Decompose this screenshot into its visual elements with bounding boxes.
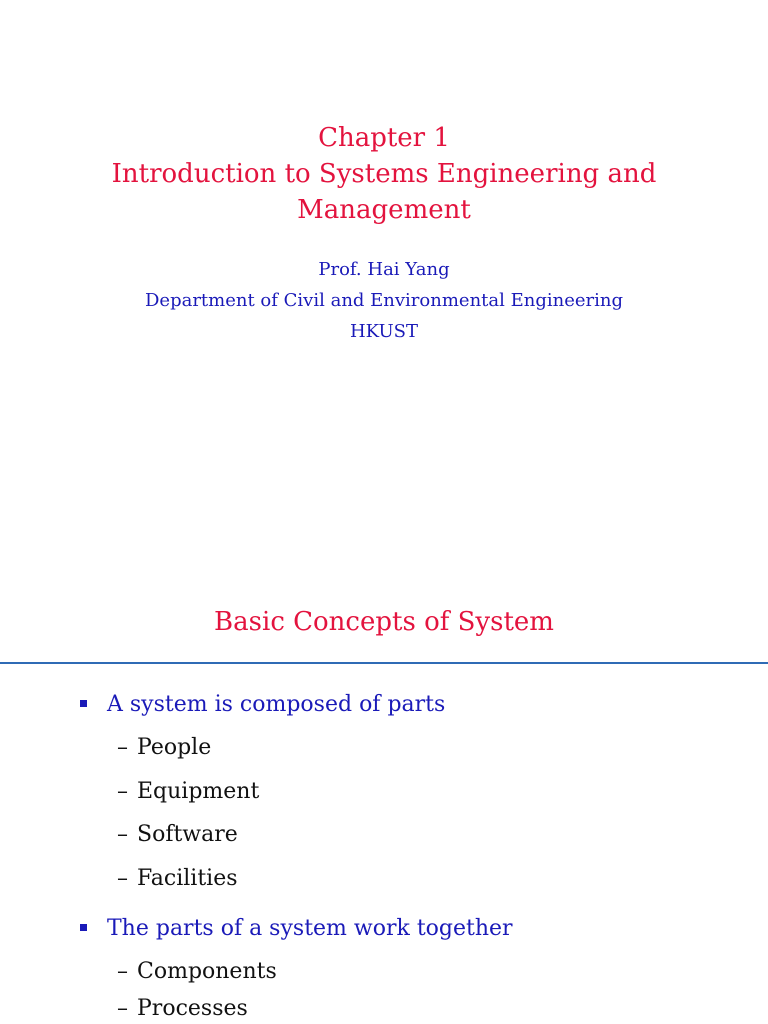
chapter-label: Chapter 1 xyxy=(318,123,450,153)
sub-item-text: People xyxy=(137,735,212,760)
title-line-1: Introduction to Systems Engineering and xyxy=(111,159,657,189)
concepts-slide xyxy=(0,576,768,1024)
institution-name: HKUST xyxy=(349,321,418,342)
sub-item xyxy=(117,733,211,763)
bullet-text: A system is composed of parts xyxy=(107,692,446,717)
sub-item xyxy=(117,777,259,807)
sub-item-text: Processes xyxy=(137,996,248,1021)
dash-marker: – xyxy=(117,735,128,760)
dash-marker: – xyxy=(117,822,128,847)
sub-item xyxy=(117,820,238,850)
sub-item xyxy=(117,864,238,894)
dash-marker: – xyxy=(117,779,128,804)
dash-marker: – xyxy=(117,959,128,984)
bullet-item xyxy=(80,690,445,720)
heading-divider xyxy=(0,662,768,664)
bullet-item xyxy=(80,914,513,944)
author-info xyxy=(0,254,768,347)
sub-item-text: Facilities xyxy=(137,866,238,891)
sub-item xyxy=(117,957,277,987)
department-name: Department of Civil and Environmental Engineering xyxy=(144,290,623,311)
sub-item-text: Software xyxy=(137,822,238,847)
bullet-square-icon xyxy=(80,924,87,931)
sub-item-text: Equipment xyxy=(137,779,260,804)
title-line-2: Management xyxy=(297,195,471,225)
sub-item xyxy=(117,994,248,1024)
dash-marker: – xyxy=(117,866,128,891)
concepts-heading: Basic Concepts of System xyxy=(214,607,554,637)
author-name: Prof. Hai Yang xyxy=(318,259,450,280)
bullet-text: The parts of a system work together xyxy=(107,916,513,941)
dash-marker: – xyxy=(117,996,128,1021)
sub-item-text: Components xyxy=(137,959,277,984)
bullet-square-icon xyxy=(80,700,87,707)
slide-title xyxy=(0,120,768,228)
